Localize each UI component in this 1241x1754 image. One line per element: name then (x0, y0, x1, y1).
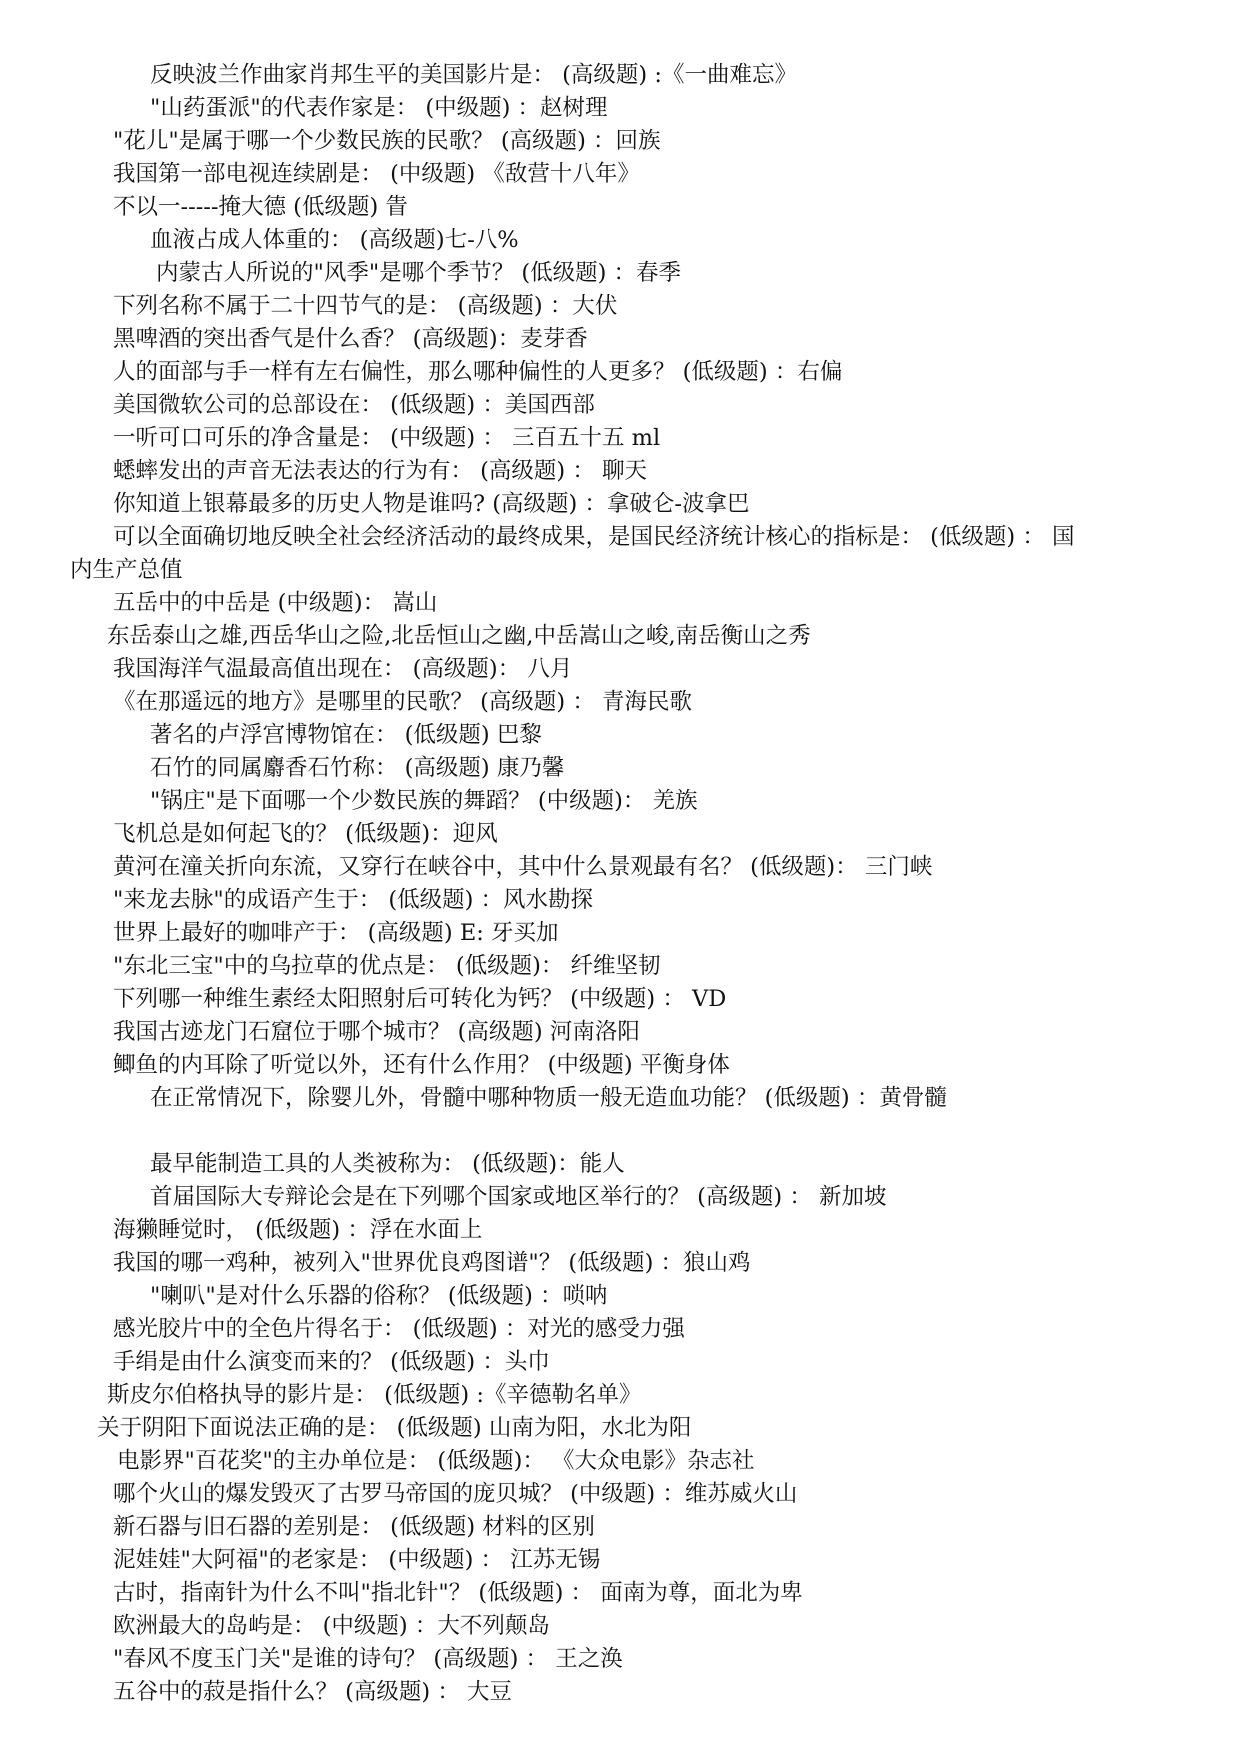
text-line: 人的面部与手一样有左右偏性，那么哪种偏性的人更多？ (低级题) ：右偏 (113, 359, 843, 385)
text-line: 新石器与旧石器的差别是： (低级题) 材料的区别 (113, 1514, 595, 1540)
text-line: 内生产总值 (70, 557, 183, 583)
text-line: 一听可口可乐的净含量是： (中级题) ： 三百五十五 ml (113, 425, 661, 451)
text-line: 泥娃娃"大阿福"的老家是： (中级题) ： 江苏无锡 (113, 1547, 601, 1573)
text-line: 你知道上银幕最多的历史人物是谁吗? (高级题) ：拿破仑-波拿巴 (113, 491, 750, 517)
text-line: 东岳泰山之雄,西岳华山之险,北岳恒山之幽,中岳嵩山之峻,南岳衡山之秀 (107, 623, 811, 649)
text-line: 在正常情况下，除婴儿外，骨髓中哪种物质一般无造血功能？ (低级题) ：黄骨髓 (150, 1085, 947, 1111)
text-line: 美国微软公司的总部设在： (低级题) ：美国西部 (113, 392, 595, 418)
text-line: 五谷中的菽是指什么？ (高级题) ： 大豆 (113, 1679, 513, 1705)
text-line: 斯皮尔伯格执导的影片是： (低级题) :《辛德勒名单》 (107, 1382, 642, 1408)
text-line: 五岳中的中岳是 (中级题)： 嵩山 (113, 590, 438, 616)
text-line: 欧洲最大的岛屿是： (中级题) ：大不列颠岛 (113, 1613, 550, 1639)
text-line: 电影界"百花奖"的主办单位是： (低级题)： 《大众电影》杂志社 (117, 1448, 755, 1474)
text-line: 不以一-----掩大德 (低级题) 眚 (113, 194, 408, 220)
text-line: "山药蛋派"的代表作家是： (中级题) ：赵树理 (150, 95, 608, 121)
text-line: 《在那遥远的地方》是哪里的民歌？ (高级题) ： 青海民歌 (113, 689, 693, 715)
text-line: 可以全面确切地反映全社会经济活动的最终成果，是国民经济统计核心的指标是： (低级题) ： 国 (113, 524, 1075, 550)
text-line: 感光胶片中的全色片得名于： (低级题) ：对光的感受力强 (113, 1316, 685, 1342)
text-line: 黄河在潼关折向东流，又穿行在峡谷中，其中什么景观最有名？ (低级题)： 三门峡 (113, 854, 933, 880)
text-line: 下列名称不属于二十四节气的是： (高级题) ：大伏 (113, 293, 618, 319)
text-line: 关于阴阳下面说法正确的是： (低级题) 山南为阳，水北为阳 (97, 1415, 692, 1441)
text-line: "花儿"是属于哪一个少数民族的民歌？ (高级题) ：回族 (113, 128, 661, 154)
text-line: "喇叭"是对什么乐器的俗称？ (低级题) ：唢呐 (150, 1283, 608, 1309)
text-line: 鲫鱼的内耳除了听觉以外，还有什么作用？ (中级题) 平衡身体 (113, 1052, 730, 1078)
text-line: 内蒙古人所说的"风季"是哪个季节？ (低级题) ：春季 (156, 260, 682, 286)
text-line: 我国的哪一鸡种，被列入"世界优良鸡图谱"？ (低级题) ：狼山鸡 (113, 1250, 751, 1276)
text-line: 我国第一部电视连续剧是： (中级题) 《敌营十八年》 (113, 161, 640, 187)
text-line: 手绢是由什么演变而来的？ (低级题) ：头巾 (113, 1349, 550, 1375)
text-line: 首届国际大专辩论会是在下列哪个国家或地区举行的？ (高级题) ： 新加坡 (150, 1184, 887, 1210)
text-line: 哪个火山的爆发毁灭了古罗马帝国的庞贝城？ (中级题) ：维苏威火山 (113, 1481, 798, 1507)
text-line: 飞机总是如何起飞的？ (低级题)：迎风 (113, 821, 498, 847)
text-line: 蟋蟀发出的声音无法表达的行为有： (高级题) ： 聊天 (113, 458, 648, 484)
text-line: 海獭睡觉时， (低级题) ：浮在水面上 (113, 1217, 483, 1243)
text-line: 我国海洋气温最高值出现在： (高级题)： 八月 (113, 656, 573, 682)
text-line: 血液占成人体重的： (高级题)七-八% (150, 227, 519, 253)
text-line: 世界上最好的咖啡产于： (高级题) E: 牙买加 (113, 920, 559, 946)
text-line: 我国古迹龙门石窟位于哪个城市？ (高级题) 河南洛阳 (113, 1019, 640, 1045)
text-line: 古时，指南针为什么不叫"指北针"？ (低级题) ： 面南为尊，面北为卑 (113, 1580, 803, 1606)
text-line: 下列哪一种维生素经太阳照射后可转化为钙？ (中级题) ： VD (113, 986, 727, 1012)
text-line: 黑啤酒的突出香气是什么香？ (高级题)：麦芽香 (113, 326, 588, 352)
text-line: 反映波兰作曲家肖邦生平的美国影片是： (高级题) :《一曲难忘》 (150, 62, 797, 88)
text-line: "东北三宝"中的乌拉草的优点是： (低级题)： 纤维坚韧 (113, 953, 661, 979)
text-line: 著名的卢浮宫博物馆在： (低级题) 巴黎 (150, 722, 542, 748)
text-line: 最早能制造工具的人类被称为： (低级题)：能人 (150, 1151, 625, 1177)
text-line: "来龙去脉"的成语产生于： (低级题) ：风水勘探 (113, 887, 594, 913)
text-line: "锅庄"是下面哪一个少数民族的舞蹈？ (中级题)： 羌族 (150, 788, 698, 814)
text-line: 石竹的同属麝香石竹称： (高级题) 康乃馨 (150, 755, 565, 781)
text-line: "春风不度玉门关"是谁的诗句？ (高级题) ： 王之涣 (113, 1646, 623, 1672)
